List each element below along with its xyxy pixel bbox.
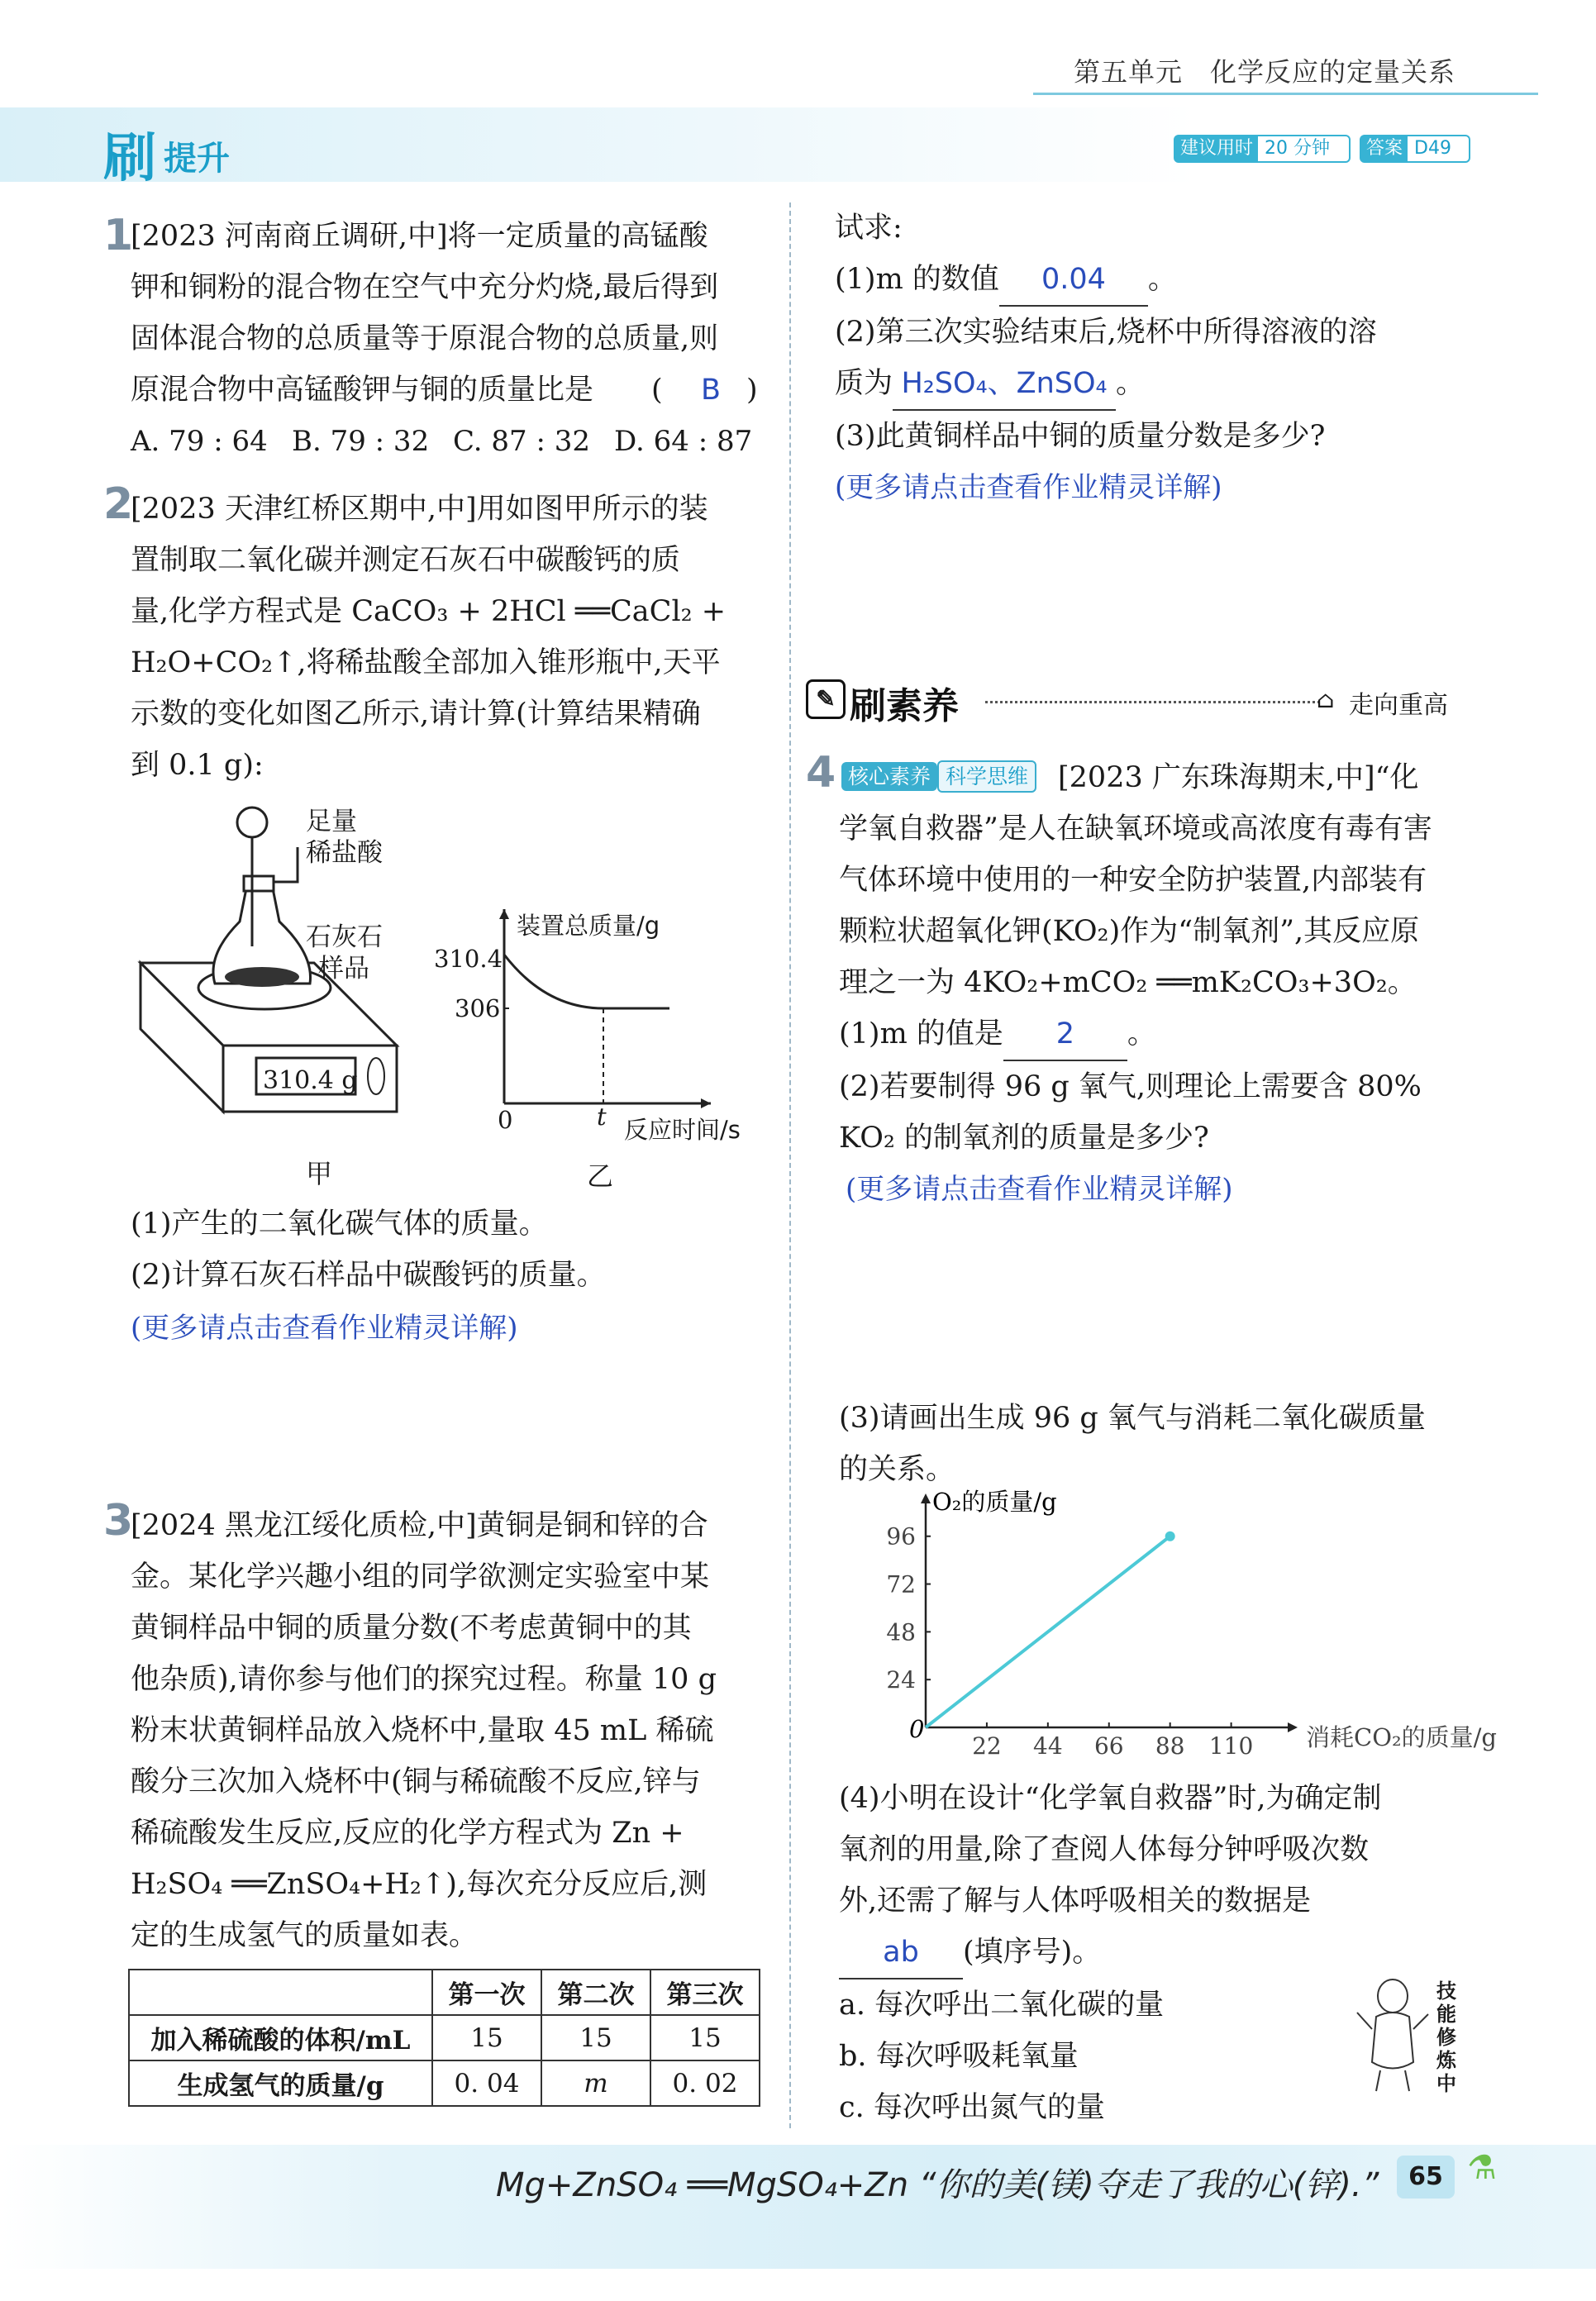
table-header-cell bbox=[129, 1970, 432, 2015]
q3-intro: 试求: bbox=[835, 212, 903, 245]
figure-a-caption: 甲 bbox=[306, 1158, 333, 1189]
q3-line: 金。某化学兴趣小组的同学欲测定实验室中某 bbox=[131, 1560, 710, 1594]
y-axis-label: O₂的质量/g bbox=[932, 1488, 1057, 1516]
q1-option: C. 87 : 32 bbox=[453, 425, 591, 458]
x-tick-label: 88 bbox=[1155, 1732, 1185, 1760]
q1-line: 原混合物中高锰酸钾与铜的质量比是 bbox=[131, 374, 594, 407]
q3-s1-pre: (1)m 的数值 bbox=[835, 263, 999, 296]
q3-s1-post: 。 bbox=[1147, 263, 1177, 296]
q4-s1 bbox=[839, 1008, 1492, 1061]
q4-badges bbox=[841, 760, 1036, 790]
q4-s4-post: (填序号)。 bbox=[963, 1936, 1102, 1969]
acid-label-line: 足量 bbox=[306, 807, 357, 836]
q2-sub: (2)计算石灰石样品中碳酸钙的质量。 bbox=[131, 1259, 606, 1292]
q2-line: 置制取二氧化碳并测定石灰石中碳酸钙的质 bbox=[131, 544, 681, 577]
y-tick-label: 96 bbox=[886, 1522, 916, 1551]
q2-line: H₂O+CO₂↑,将稀盐酸全部加入锥形瓶中,天平 bbox=[131, 646, 721, 679]
q2-sub: (1)产生的二氧化碳气体的质量。 bbox=[131, 1208, 548, 1241]
origin-label: 0 bbox=[909, 1715, 925, 1743]
q1-stem bbox=[131, 211, 775, 467]
sample-label-line: 样品 bbox=[318, 954, 369, 984]
q4-number: 4 bbox=[806, 748, 836, 798]
section-icon: ✎ bbox=[806, 679, 846, 719]
sample-label bbox=[306, 922, 383, 984]
column-divider bbox=[789, 202, 791, 2128]
header-divider bbox=[1033, 93, 1538, 95]
q3-s2 bbox=[835, 358, 1488, 411]
graph-tick-xt: t bbox=[597, 1103, 607, 1131]
header-band bbox=[0, 107, 1596, 182]
x-tick-label: 44 bbox=[1033, 1732, 1063, 1760]
y-tick-label: 72 bbox=[886, 1570, 916, 1598]
q4-s3-line: (3)请画出生成 96 g 氧气与消耗二氧化碳质量 bbox=[839, 1402, 1426, 1435]
q3-line: 定的生成氢气的质量如表。 bbox=[131, 1919, 479, 1952]
q3-line: [2024 黑龙江绥化质检,中]黄铜是铜和锌的合 bbox=[131, 1509, 708, 1542]
school-icon: ⌂ bbox=[1317, 686, 1335, 713]
section-shua: 刷 bbox=[103, 128, 156, 189]
figure-b-caption: 乙 bbox=[587, 1160, 614, 1192]
table-header-cell: 第二次 bbox=[541, 1970, 650, 2015]
q2-line: 量,化学方程式是 CaCO₃ + 2HCl ══CaCl₂ + bbox=[131, 595, 727, 628]
mascot-icon bbox=[1355, 1971, 1430, 2095]
q3-line: 黄铜样品中铜的质量分数(不考虑黄铜中的其 bbox=[131, 1612, 692, 1645]
section-title: 刷素养 bbox=[850, 685, 959, 727]
table-cell: 0. 04 bbox=[432, 2060, 541, 2106]
q3-line: 酸分三次加入烧杯中(铜与稀硫酸不反应,锌与 bbox=[131, 1765, 701, 1798]
x-tick-label: 22 bbox=[972, 1732, 1002, 1760]
q3-line: H₂SO₄ ══ZnSO₄+H₂↑),每次充分反应后,测 bbox=[131, 1868, 707, 1901]
q4-line: 学氧自救器”是人在缺氧环境或高浓度有毒有害 bbox=[839, 812, 1432, 846]
graph-tick-y1: 310.4 bbox=[434, 945, 503, 973]
section-dotted-line bbox=[985, 701, 1320, 703]
q4-s2-line: (2)若要制得 96 g 氧气,则理论上需要含 80% bbox=[839, 1070, 1422, 1103]
q4-s4-answer: ab bbox=[839, 1927, 963, 1979]
table-row bbox=[129, 2060, 760, 2106]
section-tisheng: 提升 bbox=[164, 140, 230, 178]
q1-number: 1 bbox=[103, 211, 134, 260]
q3-s2-answer: H₂SO₄、ZnSO₄ bbox=[893, 358, 1116, 411]
q1-option: B. 79 : 32 bbox=[292, 425, 430, 458]
unit-title: 第五单元 化学反应的定量关系 bbox=[1073, 56, 1455, 88]
q2-line: 到 0.1 g): bbox=[131, 749, 264, 782]
q3-line: 粉末状黄铜样品放入烧杯中,量取 45 mL 稀硫 bbox=[131, 1714, 714, 1747]
q4-s2-line: KO₂ 的制氧剂的质量是多少? bbox=[839, 1122, 1209, 1155]
q4-s4-line: 氧剂的用量,除了查阅人体每分钟呼吸次数 bbox=[839, 1833, 1370, 1866]
time-tag bbox=[1174, 135, 1351, 163]
q4-line: 颗粒状超氧化钾(KO₂)作为“制氧剂”,其反应原 bbox=[839, 915, 1420, 948]
q4-s3 bbox=[839, 1393, 1492, 1495]
time-value: 20 分钟 bbox=[1265, 138, 1331, 159]
table-row bbox=[129, 1970, 760, 2015]
series-endpoint bbox=[1165, 1532, 1175, 1541]
graph-tick-y2: 306 bbox=[455, 994, 501, 1022]
q4-s4-line: (4)小明在设计“化学氧自救器”时,为确定制 bbox=[839, 1782, 1382, 1815]
answer-value: D49 bbox=[1414, 138, 1451, 159]
q4-s4-line: 外,还需了解与人体呼吸相关的数据是 bbox=[839, 1884, 1312, 1918]
time-label: 建议用时 bbox=[1175, 136, 1258, 161]
q3-more-link[interactable]: (更多请点击查看作业精灵详解) bbox=[835, 471, 1222, 504]
q4-s3-line: 的关系。 bbox=[839, 1453, 955, 1486]
q2-line: [2023 天津红桥区期中,中]用如图甲所示的装 bbox=[131, 493, 708, 526]
q1-line: [2023 河南商丘调研,中]将一定质量的高锰酸 bbox=[131, 220, 708, 253]
q1-paren-open: ( bbox=[651, 374, 663, 407]
answer-label: 答案 bbox=[1361, 136, 1408, 161]
table-header-cell: 第三次 bbox=[650, 1970, 760, 2015]
q1-option: A. 79 : 64 bbox=[131, 425, 268, 458]
q1-line bbox=[131, 364, 775, 416]
q2-subquestions bbox=[131, 1198, 775, 1354]
graph-ylabel: 装置总质量/g bbox=[517, 912, 660, 940]
q3-s1-answer: 0.04 bbox=[999, 254, 1148, 307]
q3-right bbox=[835, 202, 1488, 513]
table-cell: 加入稀硫酸的体积/mL bbox=[129, 2015, 432, 2060]
q3-stem bbox=[131, 1500, 775, 1961]
q4-s1-pre: (1)m 的值是 bbox=[839, 1017, 1003, 1050]
flask-icon: ⚗ bbox=[1467, 2149, 1497, 2187]
q1-line: 钾和铜粉的混合物在空气中充分灼烧,最后得到 bbox=[131, 271, 719, 304]
science-thinking-badge: 科学思维 bbox=[937, 760, 1036, 793]
q4-s1-post: 。 bbox=[1127, 1017, 1156, 1050]
q3-line: 他杂质),请你参与他们的探究过程。称量 10 g bbox=[131, 1663, 717, 1696]
x-axis-label: 消耗CO₂的质量/g bbox=[1306, 1723, 1497, 1751]
q4-more-link[interactable]: (更多请点击查看作业精灵详解) bbox=[846, 1173, 1233, 1206]
q3-s1 bbox=[835, 254, 1488, 307]
q3-s2-pre: 质为 bbox=[835, 367, 893, 400]
graph-xlabel: 反应时间/s bbox=[624, 1116, 741, 1144]
q3-number: 3 bbox=[103, 1496, 134, 1546]
mascot-caption: 技能修炼中 bbox=[1436, 1979, 1456, 2095]
y-axis-arrow bbox=[921, 1494, 931, 1503]
table-row bbox=[129, 2015, 760, 2060]
table-cell: m bbox=[541, 2060, 650, 2106]
q2-line: 示数的变化如图乙所示,请计算(计算结果精确 bbox=[131, 698, 701, 731]
graph-tick-x0: 0 bbox=[498, 1106, 513, 1134]
table-cell: 15 bbox=[432, 2015, 541, 2060]
q1-options bbox=[131, 416, 775, 467]
q3-table bbox=[128, 1969, 760, 2107]
q2-stem bbox=[131, 484, 775, 791]
q4-line: 气体环境中使用的一种安全防护装置,内部装有 bbox=[839, 864, 1427, 897]
footer-text: Mg+ZnSO₄ ══MgSO₄+Zn “你的美(镁)夺走了我的心(锌).” bbox=[496, 2166, 1379, 2204]
q4-line: [2023 广东珠海期末,中]“化 bbox=[1058, 761, 1419, 794]
q3-s2-post: 。 bbox=[1116, 367, 1146, 400]
q2-number: 2 bbox=[103, 479, 134, 529]
x-tick-label: 66 bbox=[1093, 1732, 1124, 1760]
q3-s3: (3)此黄铜样品中铜的质量分数是多少? bbox=[835, 420, 1326, 453]
table-header-cell: 第一次 bbox=[432, 1970, 541, 2015]
acid-label bbox=[306, 806, 383, 869]
table-cell: 0. 02 bbox=[650, 2060, 760, 2106]
y-tick-label: 24 bbox=[886, 1666, 916, 1694]
series-line bbox=[926, 1536, 1170, 1727]
q4-s1-answer: 2 bbox=[1003, 1008, 1127, 1061]
section-right-label: 走向重高 bbox=[1349, 691, 1448, 720]
table-cell: 15 bbox=[541, 2015, 650, 2060]
balance-display: 310.4 g bbox=[263, 1066, 358, 1095]
q2-more-link[interactable]: (更多请点击查看作业精灵详解) bbox=[131, 1312, 518, 1345]
page-number: 65 bbox=[1397, 2156, 1455, 2199]
x-axis-arrow bbox=[1288, 1722, 1298, 1732]
q1-line: 固体混合物的总质量等于原混合物的总质量,则 bbox=[131, 322, 719, 355]
q4-line: 理之一为 4KO₂+mCO₂ ══mK₂CO₃+3O₂。 bbox=[839, 966, 1417, 999]
q1-option: D. 64 : 87 bbox=[614, 425, 753, 458]
q3-s2-line: (2)第三次实验结束后,烧杯中所得溶液的溶 bbox=[835, 316, 1377, 349]
q4-option: a. 每次呼出二氧化碳的量 bbox=[839, 1989, 1165, 2022]
acid-label-line: 稀盐酸 bbox=[306, 838, 383, 868]
x-tick-label: 110 bbox=[1208, 1732, 1254, 1760]
q4-option: c. 每次呼出氮气的量 bbox=[839, 2091, 1105, 2124]
q4-stem bbox=[839, 803, 1492, 1215]
answer-tag[interactable] bbox=[1360, 135, 1470, 163]
sample-label-line: 石灰石 bbox=[306, 922, 383, 952]
y-tick-label: 48 bbox=[886, 1618, 916, 1646]
core-literacy-badge: 核心素养 bbox=[841, 762, 937, 791]
o2-co2-chart bbox=[835, 1484, 1497, 1773]
q1-answer: B bbox=[701, 374, 722, 407]
table-cell: 生成氢气的质量/g bbox=[129, 2060, 432, 2106]
q3-line: 稀硫酸发生反应,反应的化学方程式为 Zn + bbox=[131, 1817, 684, 1850]
q1-paren-close: ) bbox=[746, 374, 758, 407]
q4-option: b. 每次呼吸耗氧量 bbox=[839, 2040, 1079, 2073]
table-cell: 15 bbox=[650, 2015, 760, 2060]
